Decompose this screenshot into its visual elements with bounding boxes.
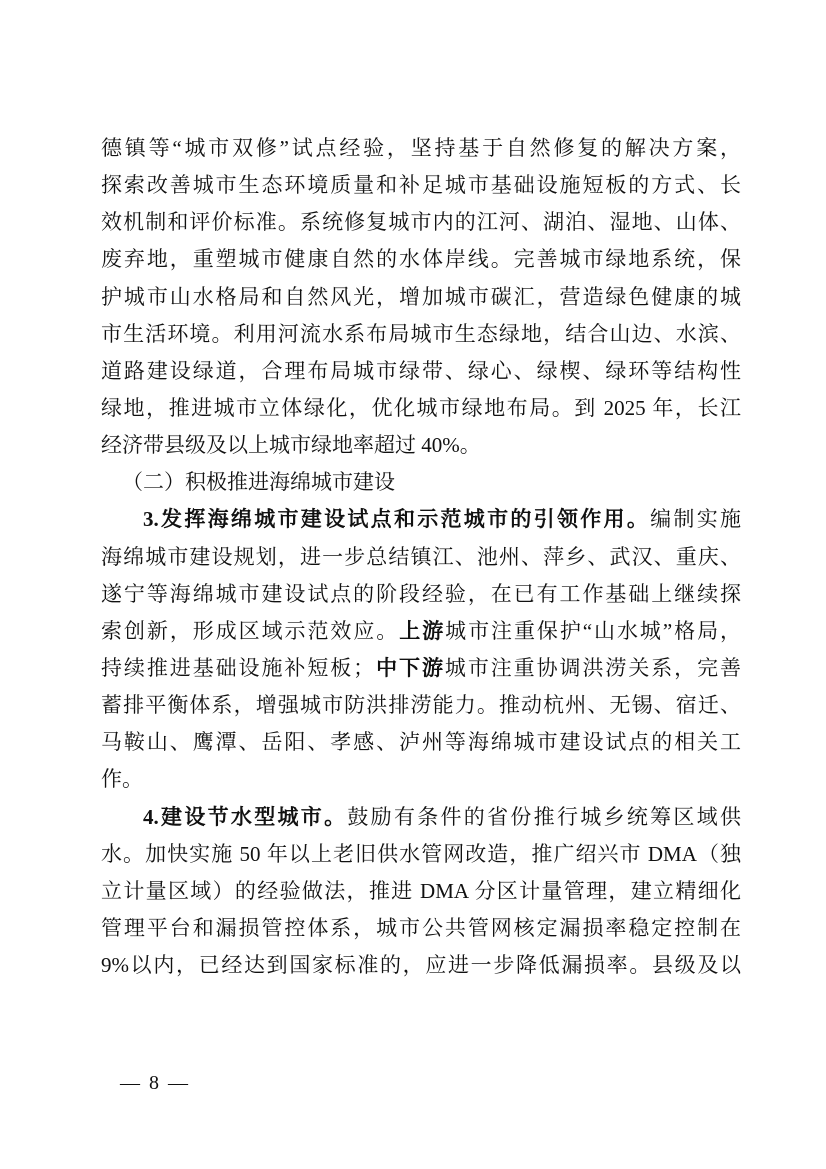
text-line xyxy=(101,613,741,650)
text-segment: 效机制和评价标准。系统修复城市内的江河、湖泊、湿地、山体、 xyxy=(101,210,741,235)
text-segment: 作。 xyxy=(101,767,143,792)
text-segment: 编制实施 xyxy=(650,507,742,532)
text-line xyxy=(101,167,741,204)
text-line xyxy=(101,130,741,167)
bold-text: 3.发挥海绵城市建设试点和示范城市的引领作用。 xyxy=(143,507,651,532)
text-line xyxy=(101,539,741,576)
text-line xyxy=(101,910,741,947)
text-line xyxy=(101,241,741,278)
text-line xyxy=(101,353,741,390)
text-segment: 城市注重保护“山水城”格局， xyxy=(445,618,742,643)
text-segment: 经济带县级及以上城市绿地率超过 40%。 xyxy=(101,433,481,458)
text-segment: 绿地，推进城市立体绿化，优化城市绿地布局。到 2025 年，长江 xyxy=(101,395,741,420)
text-line xyxy=(101,799,741,836)
text-segment: 管理平台和漏损管控体系，城市公共管网核定漏损率稳定控制在 xyxy=(101,915,741,940)
text-line xyxy=(101,650,741,687)
bold-text: 4.建设节水型城市。 xyxy=(143,804,348,829)
text-segment: 道路建设绿道，合理布局城市绿带、绿心、绿楔、绿环等结构性 xyxy=(101,358,741,383)
document-body xyxy=(101,130,741,984)
text-segment: 水。加快实施 50 年以上老旧供水管网改造，推广绍兴市 DMA（独 xyxy=(101,841,741,866)
text-line xyxy=(101,724,741,761)
text-segment: 德镇等“城市双修”试点经验，坚持基于自然修复的解决方案， xyxy=(101,136,741,160)
text-segment: 城市注重协调洪涝关系，完善 xyxy=(444,655,742,680)
text-line xyxy=(101,873,741,910)
text-segment: 立计量区域）的经验做法，推进 DMA 分区计量管理，建立精细化 xyxy=(101,878,741,903)
text-line xyxy=(101,427,741,464)
text-segment: 索创新，形成区域示范效应。 xyxy=(101,618,400,643)
text-segment: 市生活环境。利用河流水系布局城市生态绿地，结合山边、水滨、 xyxy=(101,321,741,346)
text-line xyxy=(101,390,741,427)
text-segment: 探索改善城市生态环境质量和补足城市基础设施短板的方式、长 xyxy=(101,173,741,198)
text-segment: 废弃地，重塑城市健康自然的水体岸线。完善城市绿地系统，保 xyxy=(101,247,741,272)
text-line xyxy=(101,501,741,538)
page-number: — 8 — xyxy=(120,1072,190,1094)
text-segment: 蓄排平衡体系，增强城市防洪排涝能力。推动杭州、无锡、宿迁、 xyxy=(101,693,741,718)
text-line xyxy=(101,204,741,241)
text-line xyxy=(101,316,741,353)
text-line xyxy=(101,836,741,873)
text-segment: 马鞍山、鹰潭、岳阳、孝感、泸州等海绵城市建设试点的相关工 xyxy=(101,730,741,755)
text-line xyxy=(101,687,741,724)
text-segment: 护城市山水格局和自然风光，增加城市碳汇，营造绿色健康的城 xyxy=(101,284,741,309)
text-segment: 持续推进基础设施补短板； xyxy=(101,655,375,680)
text-segment: 9%以内，已经达到国家标准的，应进一步降低漏损率。县级及以 xyxy=(101,953,741,978)
text-line xyxy=(101,947,741,984)
text-segment: 遂宁等海绵城市建设试点的阶段经验，在已有工作基础上继续探 xyxy=(101,581,741,606)
text-segment: 鼓励有条件的省份推行城乡统筹区域供 xyxy=(347,804,741,829)
text-segment: （二）积极推进海绵城市建设 xyxy=(122,470,395,495)
text-segment: 海绵城市建设规划，进一步总结镇江、池州、萍乡、武汉、重庆、 xyxy=(101,544,741,569)
text-line xyxy=(101,761,741,798)
bold-text: 中下游 xyxy=(374,655,445,680)
section-heading xyxy=(101,464,741,501)
bold-text: 上游 xyxy=(399,618,446,643)
text-line xyxy=(101,576,741,613)
text-line xyxy=(101,279,741,316)
